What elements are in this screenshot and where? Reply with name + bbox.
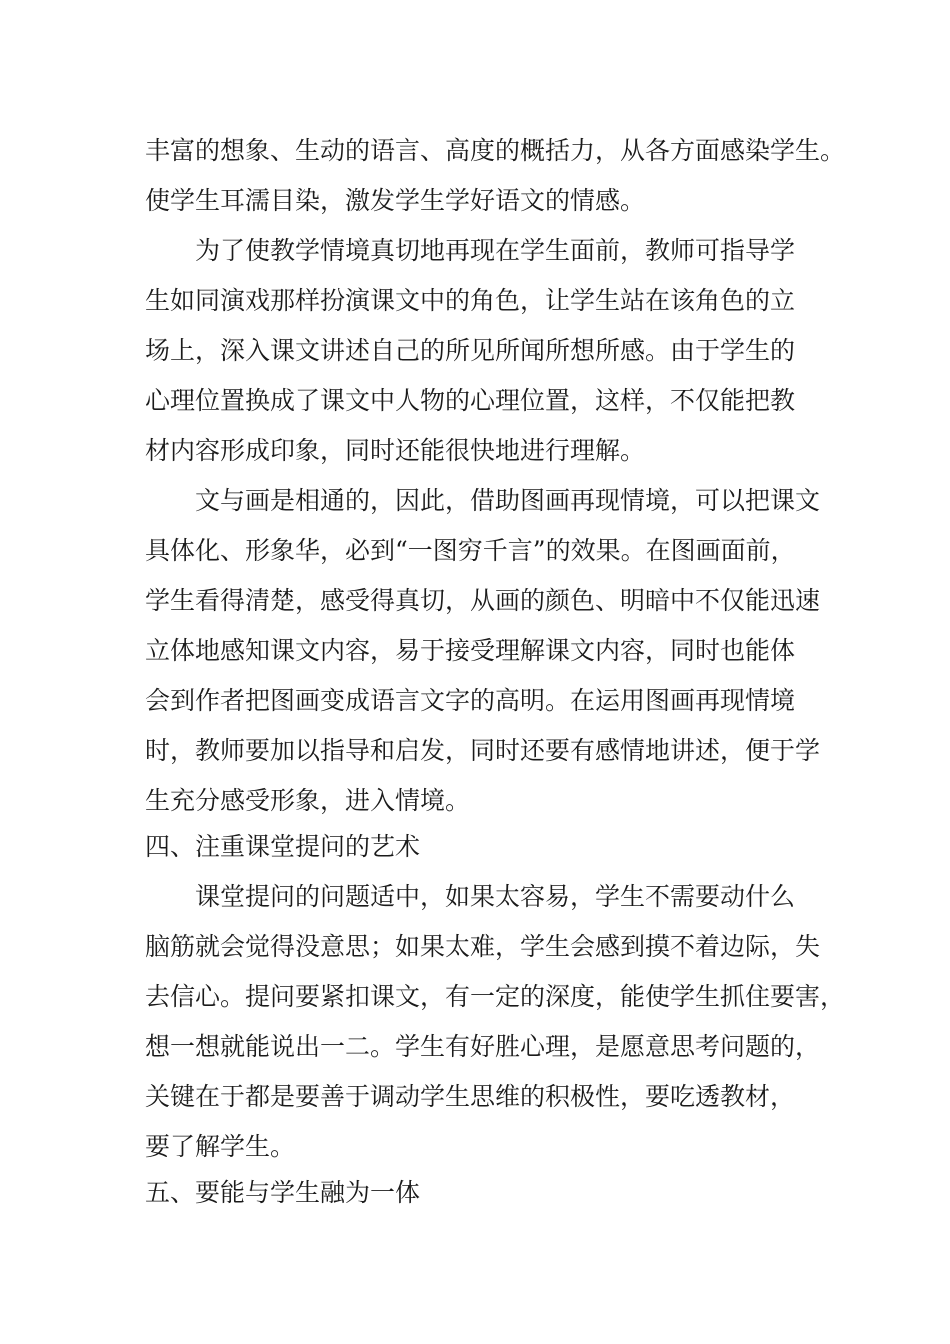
paragraph-line: 立体地感知课文内容，易于接受理解课文内容，同时也能体 (145, 636, 796, 665)
paragraph-line: 文与画是相通的，因此，借助图画再现情境，可以把课文 (195, 486, 821, 515)
paragraph-line: 为了使教学情境真切地再现在学生面前，教师可指导学 (195, 236, 796, 265)
paragraph-line: 场上，深入课文讲述自己的所见所闻所想所感。由于学生的 (145, 336, 796, 365)
paragraph-line: 学生看得清楚，感受得真切，从画的颜色、明暗中不仅能迅速 (145, 586, 821, 615)
paragraph-line: 关键在于都是要善于调动学生思维的积极性，要吃透教材， (145, 1082, 796, 1111)
paragraph-line: 会到作者把图画变成语言文字的高明。在运用图画再现情境 (145, 686, 796, 715)
paragraph-line: 生如同演戏那样扮演课文中的角色，让学生站在该角色的立 (145, 286, 796, 315)
paragraph-line: 课堂提问的问题适中，如果太容易，学生不需要动什么 (195, 882, 796, 911)
paragraph-line: 使学生耳濡目染，激发学生学好语文的情感。 (145, 186, 646, 215)
paragraph-line: 去信心。提问要紧扣课文，有一定的深度，能使学生抓住要害， (145, 982, 846, 1011)
paragraph-line: 要了解学生。 (145, 1132, 296, 1161)
paragraph-line: 丰富的想象、生动的语言、高度的概括力，从各方面感染学生。 (145, 136, 846, 165)
paragraph-line: 生充分感受形象，进入情境。 (145, 786, 471, 815)
paragraph-line: 心理位置换成了课文中人物的心理位置，这样，不仅能把教 (145, 386, 796, 415)
section-heading: 五、要能与学生融为一体 (145, 1178, 421, 1207)
paragraph-line: 具体化、形象华，必到“一图穷千言”的效果。在图画面前， (145, 536, 796, 565)
paragraph-line: 时，教师要加以指导和启发，同时还要有感情地讲述，便于学 (145, 736, 821, 765)
paragraph-line: 脑筋就会觉得没意思；如果太难，学生会感到摸不着边际，失 (145, 932, 821, 961)
paragraph-line: 想一想就能说出一二。学生有好胜心理，是愿意思考问题的， (145, 1032, 821, 1061)
paragraph-line: 材内容形成印象，同时还能很快地进行理解。 (145, 436, 646, 465)
section-heading: 四、注重课堂提问的艺术 (145, 832, 421, 861)
